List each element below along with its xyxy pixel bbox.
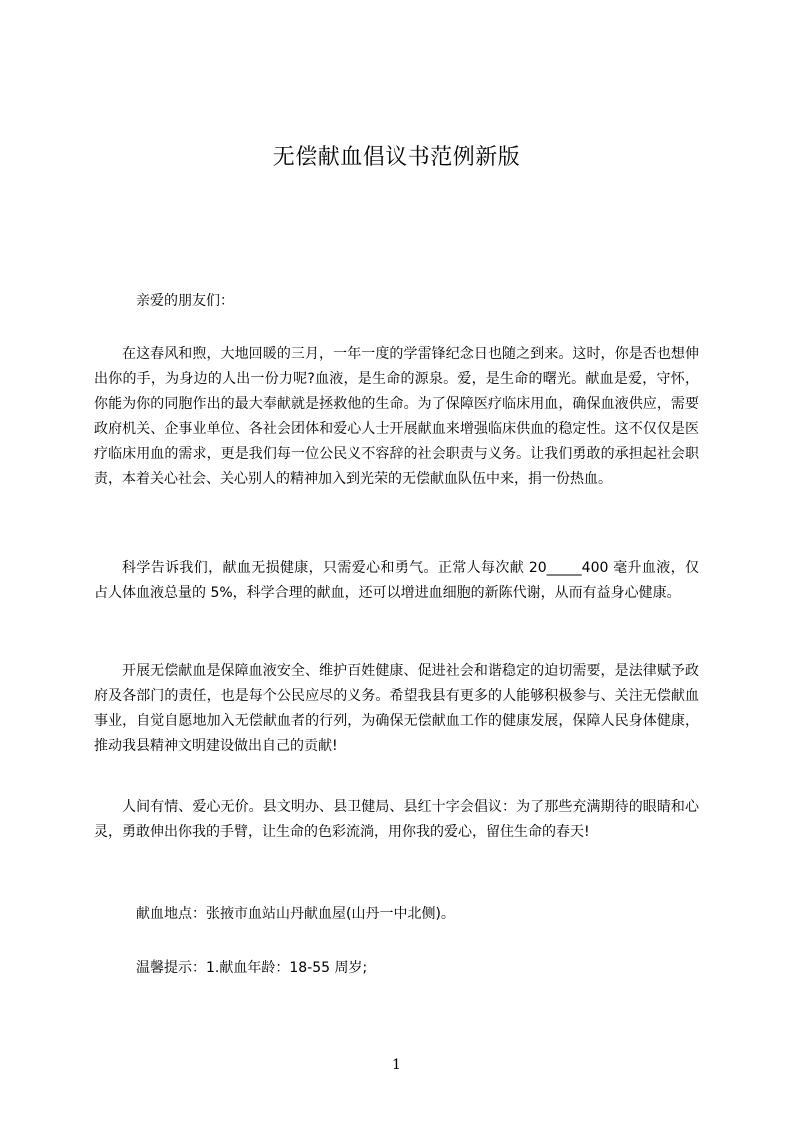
warm-tip: 温馨提示：1.献血年龄：18-55 周岁; (136, 960, 368, 976)
page-number: 1 (392, 1057, 401, 1073)
paragraph-responsibility: 开展无偿献血是保障血液安全、维护百姓健康、促进社会和谐稳定的迫切需要，是法律赋予政府及各部门的责任，也是每个公民应尽的义务。希望我县有更多的人能够积极参与、关注无偿献血事业，自觉自愿地加入无偿献血者的行列，为确保无偿献血工作的健康发展，保障人民身体健康，推动我县精神文明建设做出自己的贡献! (94, 663, 699, 754)
donation-location: 献血地点：张掖市血站山丹献血屋(山丹一中北侧)。 (136, 906, 455, 922)
document-title: 无偿献血倡议书范例新版 (272, 145, 521, 170)
salutation: 亲爱的朋友们： (136, 293, 234, 309)
paragraph-science: 科学告诉我们，献血无损健康，只需爱心和勇气。正常人每次献 20_____400 毫升血液，仅占人体血液总量的 5%，科学合理的献血，还可以增进血细胞的新陈代谢，从而有益身心健康。 (94, 560, 699, 601)
paragraph-appeal: 人间有情、爱心无价。县文明办、县卫健局、县红十字会倡议：为了那些充满期待的眼睛和心灵，勇敢伸出你我的手臂，让生命的色彩流淌，用你我的爱心，留住生命的春天! (94, 799, 699, 840)
paragraph-intro: 在这春风和煦，大地回暖的三月，一年一度的学雷锋纪念日也随之到来。这时，你是否也想伸出你的手，为身边的人出一份力呢?血液，是生命的源泉。爱，是生命的曙光。献血是爱，守怀，你能为你的同胞作出的最大奉献就是拯救他的生命。为了保障医疗临床用血，确保血液供应，需要政府机关、企事业单位、各社会团体和爱心人士开展献血来增强临床供血的稳定性。这不仅仅是医疗临床用血的需求，更是我们每一位公民义不容辞的社会职责与义务。让我们勇敢的承担起社会职责，本着关心社会、关心别人的精神加入到光荣的无偿献血队伍中来，捐一份热血。 (94, 346, 699, 487)
